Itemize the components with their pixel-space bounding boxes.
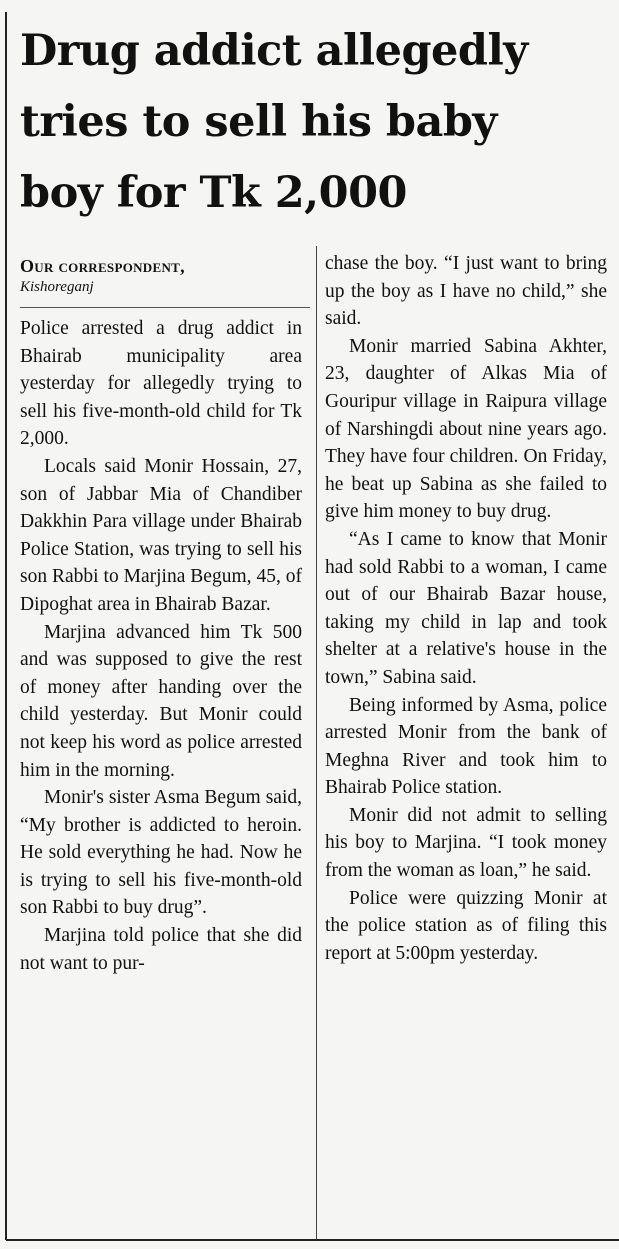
paragraph: “As I came to know that Monir had sold Rabbi to a woman, I came out of our Bhairab Bazar house, taking my child in lap and took shelter at a relative's house in the town,” Sabina said. [325, 528, 607, 688]
paragraph: Marjina advanced him Tk 500 and was supposed to give the rest of money after handing over the child yesterday. But Monir could not keep his word as police arrested him in the morning. [20, 621, 302, 781]
paragraph: Police arrested a drug addict in Bhairab municipality area yesterday for allegedly trying to sell his five-month-old child for Tk 2,000. [20, 318, 302, 450]
paragraph: Being informed by Asma, police arrested Monir from the bank of Meghna River and took him to Bhairab Police station. [325, 694, 607, 799]
right-column [325, 250, 607, 967]
headline-line: tries to sell his baby [20, 97, 497, 147]
paragraph: Monir did not admit to selling his boy to Marjina. “I took money from the woman as loan,” he said. [325, 804, 607, 882]
paragraph: Marjina told police that she did not want to pur- [20, 925, 302, 974]
byline [20, 254, 310, 296]
byline-rule [20, 307, 310, 308]
headline [20, 16, 615, 229]
left-column [20, 315, 302, 977]
headline-line: boy for Tk 2,000 [20, 168, 407, 218]
paragraph: Monir's sister Asma Begum said, “My brother is addicted to heroin. He sold everything he had. Now he is trying to sell his five-month-old son Rabbi to buy drug”. [20, 787, 302, 919]
paragraph: Monir married Sabina Akhter, 23, daughter of Alkas Mia of Gouripur village in Raipura village of Narshingdi about nine years ago. They have four children. On Friday, he beat up Sabina as she failed to give him money to buy drug. [325, 335, 607, 523]
bottom-border-rule [6, 1239, 619, 1241]
byline-name: Our correspondent, [20, 256, 185, 276]
paragraph: Police were quizzing Monir at the police station as of filing this report at 5:00pm yesterday. [325, 887, 607, 964]
byline-place: Kishoreganj [20, 279, 94, 295]
headline-line: Drug addict allegedly [20, 26, 528, 76]
left-border-rule [5, 12, 7, 1240]
paragraph: chase the boy. “I just want to bring up the boy as I have no child,” she said. [325, 253, 607, 330]
paragraph: Locals said Monir Hossain, 27, son of Jabbar Mia of Chandiber Dakkhin Para village under Bhairab Police Station, was trying to sell his son Rabbi to Marjina Begum, 45, of Dipoghat area in Bhairab Bazar. [20, 455, 302, 615]
column-divider [316, 246, 317, 1240]
